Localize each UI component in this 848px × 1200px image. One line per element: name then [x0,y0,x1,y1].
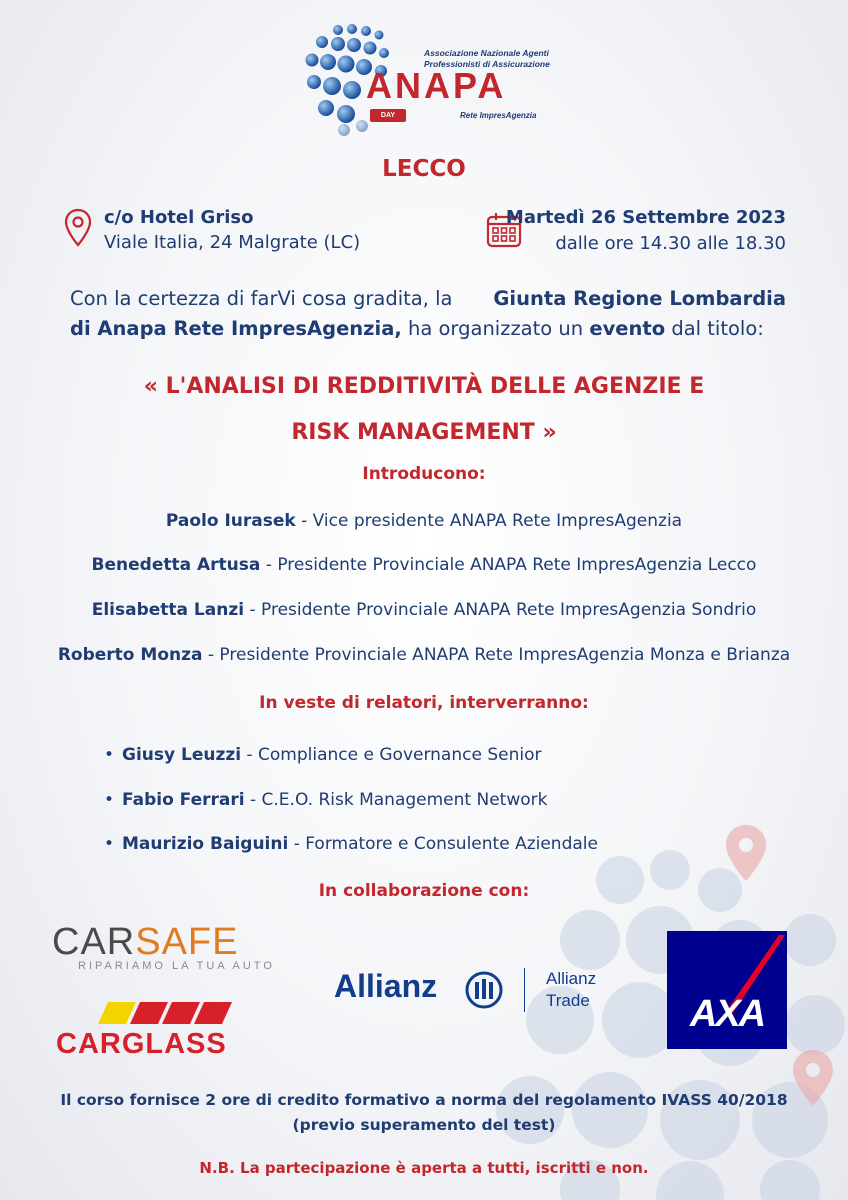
event-title-line-1: « L'ANALISI DI REDDITIVITÀ DELLE AGENZIE E [143,374,705,399]
introducer-name: Benedetta Artusa [91,555,261,575]
axa-wordmark: AXA [689,993,765,1035]
introducer-name: Roberto Monza [57,645,203,665]
speaker-row [104,788,547,812]
speaker-name: Giusy Leuzzi [122,745,242,765]
speaker-role: - Formatore e Consulente Aziendale [288,834,598,854]
intro-region: Giunta Regione Lombardia [493,287,786,310]
carsafe-wordmark [52,922,238,962]
allianz-eagle-icon [464,970,504,1010]
event-date: Martedì 26 Settembre 2023 [505,207,786,228]
logo-day-badge: DAY [370,109,406,122]
introducer-row [0,643,848,667]
introducer-name: Paolo Iurasek [165,511,296,531]
introducer-row [0,509,848,533]
bullet: • [104,745,115,765]
speaker-name: Fabio Ferrari [122,790,245,810]
intro-event-word: evento [589,317,666,340]
introducers-heading: Introducono: [362,464,486,484]
logo-org-line-2: Professionisti di Assicurazione [424,59,550,69]
credit-line-1: Il corso fornisce 2 ore di credito formativo a norma del regolamento IVASS 40/2018 [60,1091,788,1109]
allianz-divider [524,968,525,1012]
intro-text-2: ha organizzato un [408,317,584,340]
carglass-wordmark: CARGLASS [56,1028,227,1060]
venue-name: c/o Hotel Griso [104,207,254,228]
carglass-logo [56,1000,286,1064]
event-title [0,364,848,456]
allianz-trade-wordmark [546,968,596,1012]
collaboration-heading: In collaborazione con: [318,881,530,901]
credit-line-2: (previo superamento del test) [292,1116,556,1134]
allianz-wordmark: Allianz [334,968,438,1004]
participation-note: N.B. La partecipazione è aperta a tutti, iscritti e non. [199,1159,649,1177]
anapa-logo [300,22,550,140]
event-time: dalle ore 14.30 alle 18.30 [555,233,786,254]
speakers-heading: In veste di relatori, interverranno: [259,693,589,713]
intro-text-3: dal titolo: [671,317,764,340]
introducer-role: - Vice presidente ANAPA Rete ImpresAgenzia [295,511,683,531]
venue-address: Viale Italia, 24 Malgrate (LC) [104,232,361,253]
bullet: • [104,790,115,810]
location-pin-icon [64,208,92,248]
speaker-row [104,832,598,856]
logo-brand: ANAPA [366,65,507,106]
introducer-role: - Presidente Provinciale ANAPA Rete ImpresAgenzia Sondrio [244,600,757,620]
introducer-row [0,598,848,622]
speaker-role: - C.E.O. Risk Management Network [244,790,548,810]
event-title-line-2: RISK MANAGEMENT » [291,420,557,445]
bullet: • [104,834,115,854]
carglass-stripes-graphic [96,1000,236,1026]
introducer-row [0,553,848,577]
carsafe-logo [50,922,286,978]
allianz-trade-line-2: Trade [546,991,590,1010]
speaker-role: - Compliance e Governance Senior [241,745,542,765]
logo-rete: Rete ImpresAgenzia [460,111,537,120]
logo-org-line-1: Associazione Nazionale Agenti [424,48,549,58]
axa-logo [667,931,787,1049]
speaker-row [104,743,541,767]
carsafe-word-car: CAR [52,921,136,963]
introducer-role: - Presidente Provinciale ANAPA Rete ImpresAgenzia Monza e Brianza [202,645,791,665]
intro-text-1: Con la certezza di farVi cosa gradita, la [70,287,453,310]
carsafe-tagline: RIPARIAMO LA TUA AUTO [78,960,275,972]
intro-association: di Anapa Rete ImpresAgenzia, [70,317,402,340]
carsafe-word-safe: SAFE [135,921,239,963]
introducer-role: - Presidente Provinciale ANAPA Rete ImpresAgenzia Lecco [260,555,757,575]
allianz-trade-line-1: Allianz [546,969,597,988]
introducer-name: Elisabetta Lanzi [91,600,245,620]
allianz-logo [332,960,622,1020]
intro-paragraph [70,284,786,344]
speaker-name: Maurizio Baiguini [122,834,289,854]
credit-info [0,1088,848,1138]
city-title: LECCO [382,156,466,182]
